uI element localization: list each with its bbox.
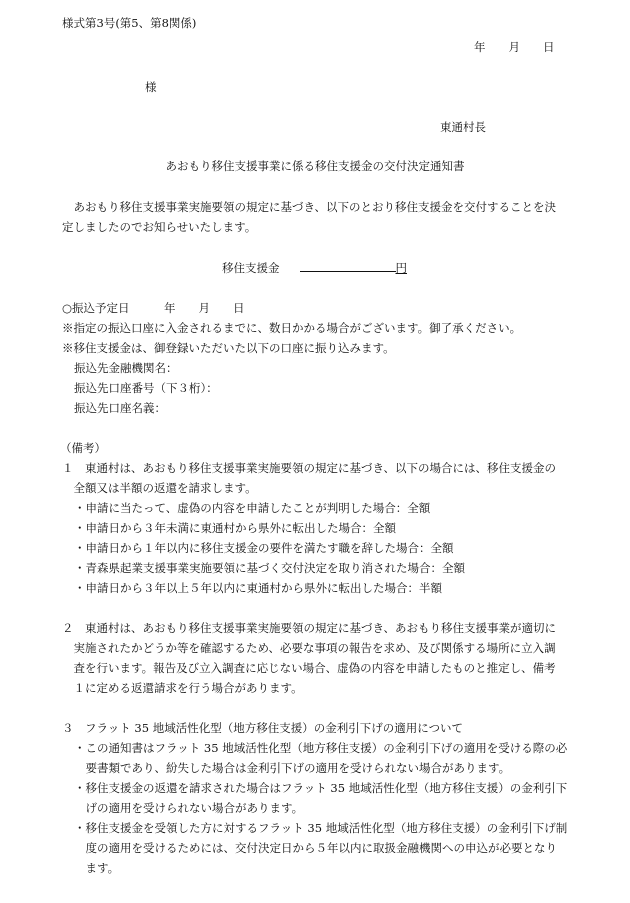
remark1-line-2: 全額又は半額の返還を請求します。 xyxy=(62,481,257,495)
remark1-item: ・申請に当たって、虚偽の内容を申請したことが判明した場合：全額 xyxy=(74,501,431,515)
document-title: あおもり移住支援事業に係る移住支援金の交付決定通知書 xyxy=(165,159,465,173)
remark3-item-1-line-1: ・この通知書はフラット 35 地域活性化型（地方移住支援）の金利引下げの適用を受ける際の必 xyxy=(74,741,568,755)
intro-line-1: あおもり移住支援事業実施要領の規定に基づき、以下のとおり移住支援金を交付することを決 xyxy=(62,200,557,214)
remark1-line-1: １ 東通村は、あおもり移住支援事業実施要領の規定に基づき、以下の場合には、移住支援金の xyxy=(62,461,557,475)
intro-line-2: 定しましたのでお知らせいたします。 xyxy=(62,220,257,234)
remark3-item-3-line-1: ・移住支援金を受領した方に対するフラット 35 地域活性化型（地方移住支援）の金利引下げ制 xyxy=(74,821,568,835)
transfer-note-2: ※移住支援金は、御登録いただいた以下の口座に振り込みます。 xyxy=(62,341,395,355)
remark3-item-3-line-3: ます。 xyxy=(74,861,120,875)
remark3-item-2-line-2: げの適用を受けられない場合があります。 xyxy=(74,801,304,815)
form-number: 様式第3号(第5、第8関係) xyxy=(62,16,197,30)
remark3-item-3-line-2: 度の適用を受けるためには、交付決定日から５年以内に取扱金融機関への申込が必要となり xyxy=(74,841,557,855)
remark1-item: ・申請日から３年未満に東通村から県外に転出した場合：全額 xyxy=(74,521,396,535)
addressee-sama: 様 xyxy=(145,80,157,94)
remark2-line-1: ２ 東通村は、あおもり移住支援事業実施要領の規定に基づき、あおもり移住支援事業が適切に xyxy=(62,621,557,635)
account-number-field: 振込先口座番号（下３桁）： xyxy=(74,381,218,395)
amount-row xyxy=(222,258,407,278)
transfer-scheduled-date: ○振込予定日 年 月 日 xyxy=(62,301,245,315)
remark3-item-2-line-1: ・移住支援金の返還を請求された場合はフラット 35 地域活性化型（地方移住支援）の金利引下 xyxy=(74,781,568,795)
remarks-heading: （備考） xyxy=(60,441,106,455)
remark2-line-3: 査を行います。報告及び立入調査に応じない場合、虚偽の内容を申請したものと推定し、備考 xyxy=(62,661,556,675)
account-holder-field: 振込先口座名義： xyxy=(74,401,166,415)
remark3-heading: ３ フラット 35 地域活性化型（地方移住支援）の金利引下げの適用について xyxy=(62,721,463,735)
remark3-item-1-line-2: 要書類であり、紛失した場合は金利引下げの適用を受けられない場合があります。 xyxy=(74,761,511,775)
remark2-line-2: 実施されたかどうか等を確認するため、必要な事項の報告を求め、及び関係する場所に立入調 xyxy=(62,641,556,655)
transfer-note-1: ※指定の振込口座に入金されるまでに、数日かかる場合がございます。御了承ください。 xyxy=(62,321,522,335)
amount-label: 移住支援金 xyxy=(222,261,280,275)
amount-blank-line xyxy=(300,259,396,272)
remark1-item: ・申請日から３年以上５年以内に東通村から県外に転出した場合：半額 xyxy=(74,581,442,595)
issuer-name: 東通村長 xyxy=(440,120,486,134)
remark2-line-4: １に定める返還請求を行う場合があります。 xyxy=(62,681,303,695)
remark1-item: ・申請日から１年以内に移住支援金の要件を満たす職を辞した場合：全額 xyxy=(74,541,454,555)
bank-name-field: 振込先金融機関名： xyxy=(74,361,178,375)
issue-date: 年 月 日 xyxy=(474,40,555,54)
amount-unit: 円 xyxy=(395,261,407,275)
remark1-item: ・青森県起業支援事業実施要領に基づく交付決定を取り消された場合：全額 xyxy=(74,561,465,575)
